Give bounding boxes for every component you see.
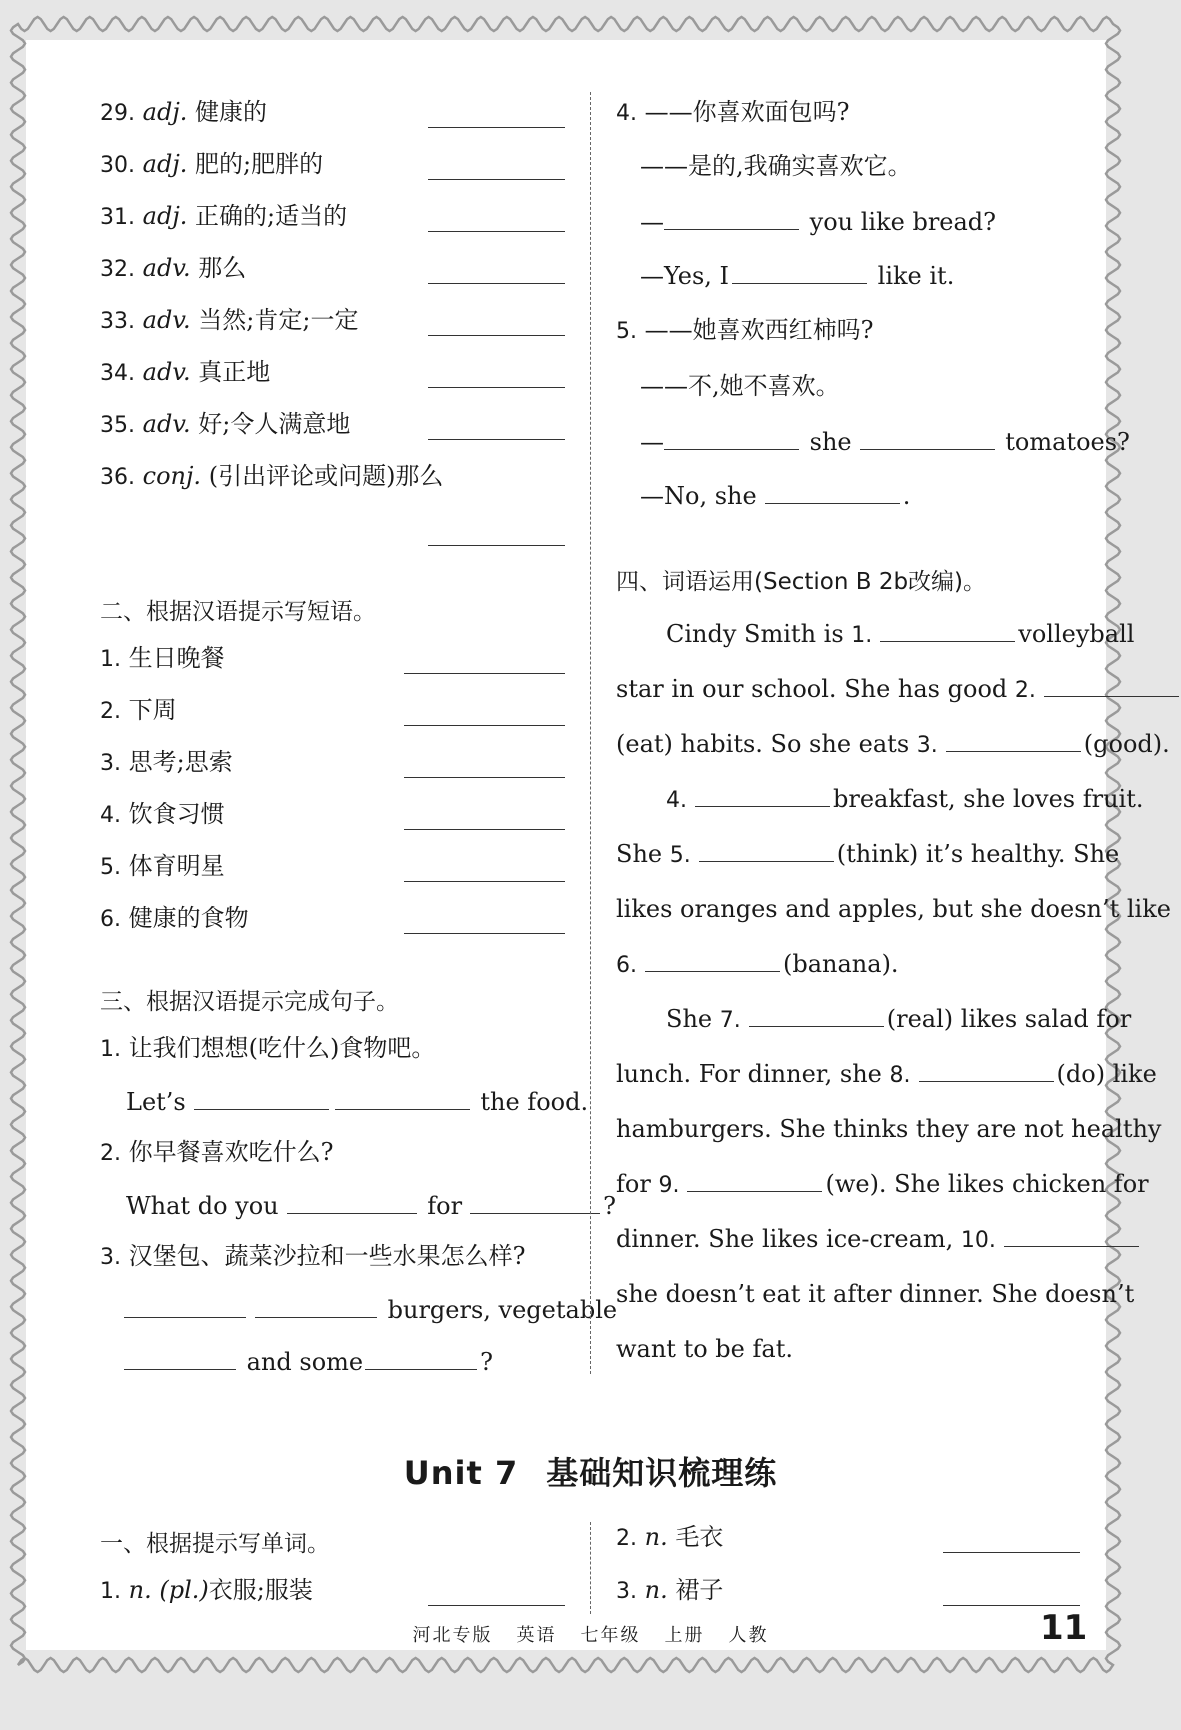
answer-blank[interactable] — [880, 619, 1015, 642]
page-number: 11 — [1040, 1608, 1088, 1648]
answer-blank[interactable] — [428, 386, 565, 388]
answer-blank[interactable] — [860, 427, 995, 450]
vocab-item: 36. conj. (引出评论或问题)那么 — [100, 462, 444, 490]
s3-q3-en2: and some ? — [124, 1346, 493, 1378]
phrase-item: 3. 思考;思索 — [100, 748, 233, 776]
column-divider — [590, 92, 591, 1374]
vocab-item: 32. adv. 那么 — [100, 254, 247, 282]
answer-blank[interactable] — [1044, 674, 1179, 697]
vocab-item: 34. adv. 真正地 — [100, 358, 271, 386]
answer-blank[interactable] — [664, 207, 799, 230]
q4-en1: — you like bread? — [640, 208, 997, 236]
answer-blank[interactable] — [695, 784, 830, 807]
passage-line: star in our school. She has good 2. — [616, 673, 1181, 707]
answer-blank[interactable] — [699, 839, 834, 862]
answer-blank[interactable] — [1004, 1224, 1139, 1247]
unit7-heading: 一、根据提示写单词。 — [100, 1531, 330, 1557]
vocab-item: 30. adj. 肥的;肥胖的 — [100, 150, 324, 178]
answer-blank[interactable] — [194, 1087, 329, 1110]
answer-blank[interactable] — [645, 949, 780, 972]
answer-blank[interactable] — [124, 1295, 246, 1318]
s3-q2-zh: 2. 你早餐喜欢吃什么? — [100, 1138, 334, 1166]
answer-blank[interactable] — [404, 672, 565, 674]
answer-blank[interactable] — [943, 1604, 1080, 1606]
passage-line: dinner. She likes ice-cream, 10. — [616, 1223, 1142, 1257]
passage-line: likes oranges and apples, but she doesn’t like — [616, 895, 1171, 923]
passage-line: for 9. (we). She likes chicken for — [616, 1170, 1149, 1198]
answer-blank[interactable] — [732, 261, 867, 284]
answer-blank[interactable] — [428, 544, 565, 546]
q5-zh1: 5. ——她喜欢西红柿吗? — [616, 316, 874, 344]
q5-en2: —No, she . — [640, 482, 911, 510]
vocab-item: 29. adj. 健康的 — [100, 98, 268, 126]
answer-blank[interactable] — [428, 282, 565, 284]
answer-blank[interactable] — [749, 1004, 884, 1027]
passage-line: Cindy Smith is 1. volleyball — [666, 620, 1135, 648]
phrase-item: 4. 饮食习惯 — [100, 800, 225, 828]
answer-blank[interactable] — [255, 1295, 377, 1318]
passage-line: She 7. (real) likes salad for — [666, 1005, 1132, 1033]
phrase-item: 5. 体育明星 — [100, 852, 225, 880]
q5-zh2: ——不,她不喜欢。 — [640, 372, 840, 400]
answer-blank[interactable] — [664, 427, 799, 450]
s3-q2-en: What do you for ? — [126, 1192, 616, 1220]
passage-line: (eat) habits. So she eats 3. (good). — [616, 730, 1170, 758]
answer-blank[interactable] — [404, 932, 565, 934]
s3-q1-en: Let’s the food. — [126, 1088, 589, 1116]
answer-blank[interactable] — [124, 1347, 236, 1370]
answer-blank[interactable] — [428, 178, 565, 180]
answer-blank[interactable] — [428, 334, 565, 336]
s3-q1-zh: 1. 让我们想想(吃什么)食物吧。 — [100, 1034, 436, 1062]
vocab-item: 33. adv. 当然;肯定;一定 — [100, 306, 359, 334]
passage-line: lunch. For dinner, she 8. (do) like — [616, 1060, 1157, 1088]
answer-blank[interactable] — [428, 1604, 565, 1606]
column-divider-unit7 — [590, 1522, 591, 1614]
section4-heading: 四、词语运用(Section B 2b改编)。 — [616, 569, 987, 595]
phrase-item: 6. 健康的食物 — [100, 904, 249, 932]
vocab-item: 35. adv. 好;令人满意地 — [100, 410, 351, 438]
answer-blank[interactable] — [765, 481, 900, 504]
answer-blank[interactable] — [335, 1087, 470, 1110]
answer-blank[interactable] — [404, 880, 565, 882]
unit7-item-1: 1. n. (pl.)衣服;服装 — [100, 1576, 313, 1604]
q4-zh1: 4. ——你喜欢面包吗? — [616, 98, 850, 126]
answer-blank[interactable] — [470, 1191, 600, 1214]
answer-blank[interactable] — [365, 1347, 477, 1370]
passage-line: She 5. (think) it’s healthy. She — [616, 840, 1120, 868]
passage-line: 4. breakfast, she loves fruit. — [666, 785, 1144, 813]
q4-zh2: ——是的,我确实喜欢它。 — [640, 152, 912, 180]
section2-heading: 二、根据汉语提示写短语。 — [100, 599, 376, 625]
q4-en2: —Yes, I like it. — [640, 262, 955, 290]
answer-blank[interactable] — [919, 1059, 1054, 1082]
answer-blank[interactable] — [428, 126, 565, 128]
answer-blank[interactable] — [946, 729, 1081, 752]
s3-q3-en1: burgers, vegetable — [124, 1294, 617, 1326]
passage-line: she doesn’t eat it after dinner. She doesn’t — [616, 1280, 1135, 1308]
unit7-item-3: 3. n. 裙子 — [616, 1576, 724, 1604]
answer-blank[interactable] — [428, 438, 565, 440]
q5-en1: — she tomatoes? — [640, 428, 1130, 456]
phrase-item: 2. 下周 — [100, 696, 177, 724]
answer-blank[interactable] — [428, 230, 565, 232]
s3-q3-zh: 3. 汉堡包、蔬菜沙拉和一些水果怎么样? — [100, 1242, 526, 1270]
answer-blank[interactable] — [404, 724, 565, 726]
passage-line: hamburgers. She thinks they are not healthy — [616, 1115, 1162, 1143]
answer-blank[interactable] — [287, 1191, 417, 1214]
passage-line: 6. (banana). — [616, 950, 899, 978]
passage-line: want to be fat. — [616, 1335, 793, 1363]
section3-heading: 三、根据汉语提示完成句子。 — [100, 989, 399, 1015]
footer: 河北专版 英语 七年级 上册 人教 — [412, 1625, 769, 1646]
phrase-item: 1. 生日晚餐 — [100, 644, 225, 672]
unit7-item-2: 2. n. 毛衣 — [616, 1523, 724, 1551]
answer-blank[interactable] — [687, 1169, 822, 1192]
answer-blank[interactable] — [943, 1551, 1080, 1553]
vocab-item: 31. adj. 正确的;适当的 — [100, 202, 348, 230]
answer-blank[interactable] — [404, 776, 565, 778]
unit-title: Unit 7 基础知识梳理练 — [403, 1454, 778, 1492]
answer-blank[interactable] — [404, 828, 565, 830]
